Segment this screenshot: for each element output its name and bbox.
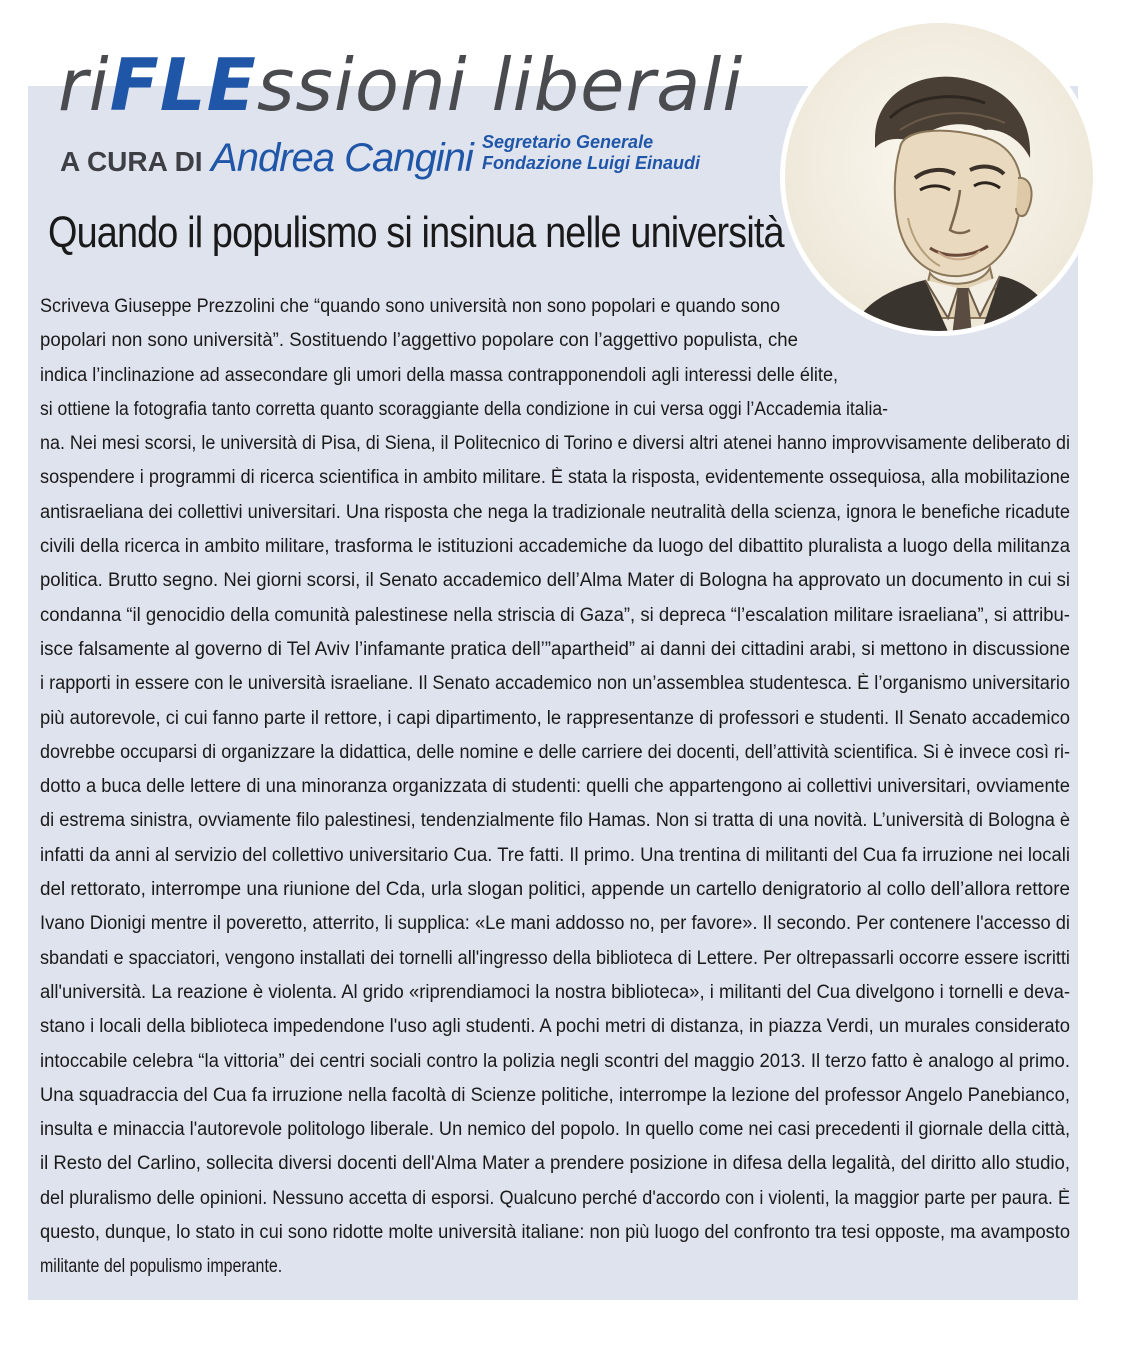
article-line: Scriveva Giuseppe Prezzolini che “quando sono università non sono popolari e quando sono [40, 296, 780, 317]
article-line: intoccabile celebra “la vittoria” dei centri sociali contro la polizia negli scontri del maggio 2013. Il terzo fatto è analogo al primo. [40, 1050, 1070, 1072]
article-line: infatti da anni al servizio del collettivo universitario Cua. Tre fatti. Il primo. Una trentina di militanti del Cua fa irruzione nei locali [40, 844, 1070, 866]
column-masthead [58, 40, 743, 130]
article-body [40, 290, 1070, 1285]
article-line: na. Nei mesi scorsi, le università di Pisa, di Siena, il Politecnico di Torino e diversi altri atenei hanno improvvisamente deliberato di [40, 433, 1070, 455]
article-line: i rapporti in essere con le università israeliane. Il Senato accademico non un’assemblea studentesca. È l’organismo universitario [40, 673, 1070, 695]
byline [60, 136, 473, 182]
article-line: dovrebbe occuparsi di organizzare la didattica, delle nomine e delle carriere dei docenti, dell’attività scientifica. Si è invece così ri- [40, 741, 1071, 763]
article-line: isce falsamente al governo di Tel Aviv l’infamante pratica dell’”apartheid” ai danni dei cittadini arabi, si mettono in discussione [40, 638, 1071, 660]
byline-prefix: A CURA DI [60, 146, 203, 177]
article-line: Una squadraccia del Cua fa irruzione nella facoltà di Scienze politiche, interrompe la lezione del professor Angelo Panebianco, [40, 1084, 1070, 1106]
author-role-line-1: Segretario Generale [482, 132, 654, 152]
article-line: politica. Brutto segno. Nei giorni scorsi, il Senato accademico dell’Alma Mater di Bologna ha approvato un documento in cui si [40, 570, 1071, 592]
article-headline: Quando il populismo si insinua nelle università [48, 208, 784, 257]
article-line: il Resto del Carlino, sollecita diversi docenti dell'Alma Mater a prendere posizione in difesa della legalità, del diritto allo studio, [40, 1153, 1071, 1175]
article-line: sbandati e spacciatori, vengono installati dei tornelli all'ingresso della biblioteca di Lettere. Per oltrepassarli occorre essere iscritti [40, 947, 1070, 969]
portrait-sketch-icon [780, 18, 1098, 336]
article-line: dotto a buca delle lettere di una minoranza organizzata di studenti: quelli che appartengono ai collettivi universitari, ovviamente [40, 776, 1071, 798]
article-line: più autorevole, ci cui fanno parte il rettore, i capi dipartimento, le rappresentanze di professori e studenti. Il Senato accademico [40, 707, 1070, 729]
article-line: sospendere i programmi di ricerca scientifica in ambito militare. È stata la risposta, evidentemente ossequiosa, alla mobilitazione [40, 467, 1070, 489]
article-line: insulta e minaccia l'autorevole politologo liberale. Un nemico del popolo. In quello come nei casi precedenti il giornale della città, [40, 1119, 1071, 1141]
masthead-post: ssioni liberali [256, 43, 744, 127]
article-line: popolari non sono università”. Sostituendo l’aggettivo popolare con l’aggettivo populista, che [40, 330, 798, 352]
author-role-line-2: Fondazione Luigi Einaudi [482, 153, 700, 173]
author-portrait [780, 18, 1098, 336]
article-line: stano i locali della biblioteca impedendone l'uso agli studenti. A pochi metri di distanza, in piazza Verdi, un murales considerato [40, 1016, 1070, 1038]
article-line: questo, dunque, lo stato in cui sono ridotte molte università italiane: non più luogo del confronto tra tesi opposte, ma avamposto [40, 1222, 1070, 1244]
article-line: Ivano Dionigi mentre il poveretto, atterrito, li supplica: «Le mani addosso no, per favore». Il secondo. Per contenere l'accesso di [40, 913, 1070, 935]
article-line: si ottiene la fotografia tanto corretta quanto scoraggiante della condizione in cui versa oggi l’Accademia italia- [40, 398, 888, 420]
author-name: Andrea Cangini [211, 136, 473, 180]
article-line: antisraeliana dei collettivi universitari. Una risposta che nega la tradizionale neutralità della scienza, ignora le benefiche ricadute [40, 501, 1070, 523]
masthead-accent: FLE [109, 43, 257, 127]
article-line: all'università. La reazione è violenta. Al grido «riprendiamoci la nostra biblioteca», i militanti del Cua divelgono i tornelli e deva- [40, 981, 1071, 1003]
article-line: condanna “il genocidio della comunità palestinese nella striscia di Gaza”, si depreca “l’escalation militare israeliana”, si attribu- [40, 604, 1070, 626]
article-line: di estrema sinistra, ovviamente filo palestinesi, tendenzialmente filo Hamas. Non si tratta di una novità. L’università di Bologna è [40, 810, 1071, 832]
masthead-pre: ri [58, 43, 110, 127]
author-role [482, 132, 722, 174]
article-line: civili della ricerca in ambito militare, trasforma le istituzioni accademiche da luogo del dibattito pluralista a luogo della militanza [40, 536, 1070, 558]
article-line: del pluralismo delle opinioni. Nessuno accetta di esporsi. Qualcuno perché d'accordo con i violenti, la maggior parte per paura. È [40, 1187, 1071, 1209]
article-line: militante del populismo imperante. [40, 1256, 283, 1278]
article-line: indica l’inclinazione ad assecondare gli umori della massa contrapponendoli agli interessi delle élite, [40, 364, 839, 386]
article-line: del rettorato, interrompe una riunione del Cda, urla slogan politici, appende un cartello denigratorio al collo dell’allora rettore [40, 879, 1071, 901]
